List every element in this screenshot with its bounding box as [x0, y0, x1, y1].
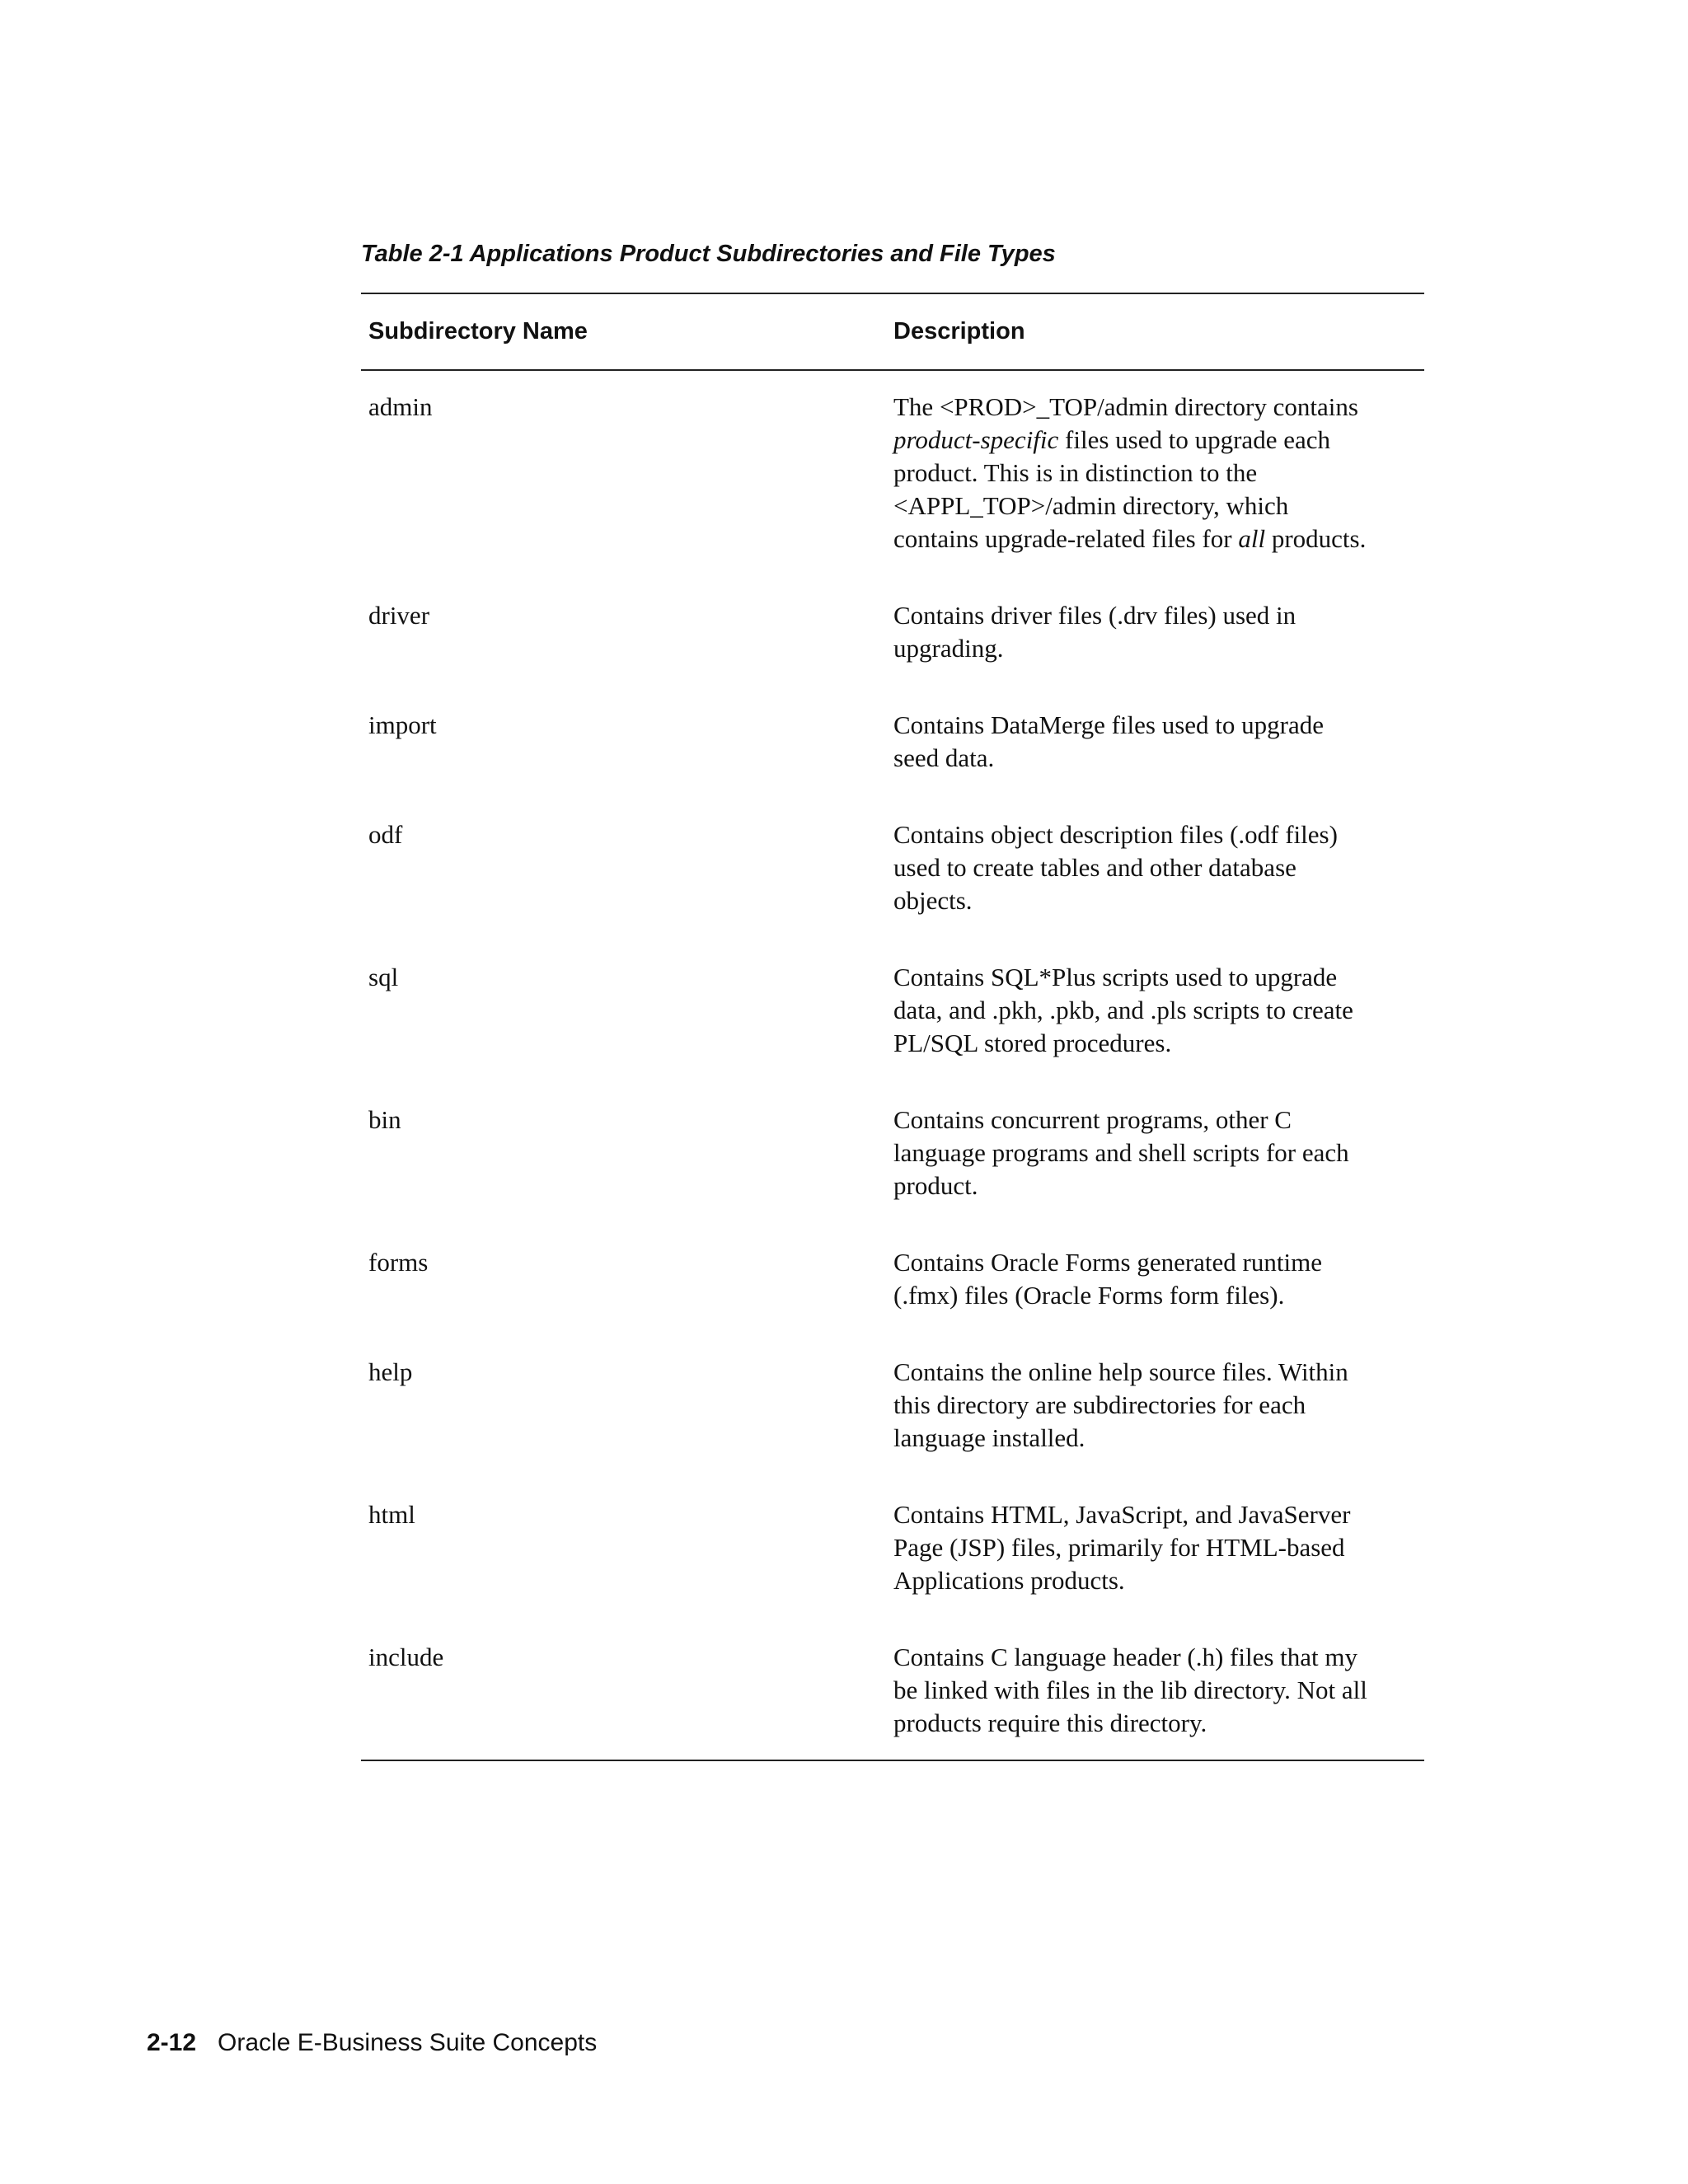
description-line: Contains Oracle Forms generated runtime — [893, 1248, 1322, 1277]
table-body — [361, 371, 1424, 1760]
description-cell — [893, 1356, 1424, 1455]
table-caption: Table 2-1 Applications Product Subdirectories and File Types — [361, 241, 1056, 267]
description-line: product. This is in distinction to the — [893, 458, 1258, 487]
description-line — [893, 424, 1416, 457]
description-cell — [893, 1641, 1424, 1740]
description-text: files used to upgrade each — [1058, 425, 1330, 454]
description-line: Contains concurrent programs, other C — [893, 1105, 1292, 1134]
description-cell — [893, 818, 1424, 917]
description-text: contains upgrade-related files for — [893, 524, 1239, 553]
description-line: used to create tables and other database — [893, 853, 1296, 882]
description-line: Contains DataMerge files used to upgrade — [893, 710, 1324, 739]
subdirectory-name-cell: help — [368, 1357, 413, 1386]
page-number: 2-12 — [147, 2029, 197, 2056]
table-row — [361, 709, 1424, 775]
description-line: Contains SQL*Plus scripts used to upgrade — [893, 963, 1338, 991]
description-line: language programs and shell scripts for each — [893, 1138, 1349, 1167]
description-line: Page (JSP) files, primarily for HTML-based — [893, 1533, 1345, 1562]
description-line: product. — [893, 1171, 978, 1200]
table-row — [361, 1104, 1424, 1202]
description-cell — [893, 1104, 1424, 1202]
table-row — [361, 599, 1424, 665]
header-description: Description — [893, 318, 1025, 344]
emphasis-text: all — [1238, 524, 1266, 553]
description-line: upgrading. — [893, 634, 1004, 663]
page-footer — [147, 2029, 597, 2057]
table-row — [361, 961, 1424, 1060]
description-line: Contains the online help source files. Within — [893, 1357, 1348, 1386]
description-cell — [893, 709, 1424, 775]
description-line: objects. — [893, 886, 973, 915]
table-header-row — [361, 294, 1424, 371]
table-row — [361, 1641, 1424, 1740]
description-line: The <PROD>_TOP/admin directory contains — [893, 392, 1358, 421]
description-line: language installed. — [893, 1423, 1085, 1452]
description-line: Contains driver files (.drv files) used in — [893, 601, 1296, 630]
subdirectory-name-cell: include — [368, 1643, 444, 1671]
description-line — [893, 523, 1416, 555]
description-text: products. — [1265, 524, 1367, 553]
subdirectory-name-cell: odf — [368, 820, 403, 849]
description-line: Applications products. — [893, 1566, 1125, 1595]
subdirectory-name-cell: admin — [368, 392, 433, 421]
table-row — [361, 1356, 1424, 1455]
subdirectories-table — [361, 293, 1424, 1761]
description-line: be linked with files in the lib directory. Not all — [893, 1675, 1367, 1704]
description-line: seed data. — [893, 743, 995, 772]
description-cell — [893, 961, 1424, 1060]
description-line: Contains object description files (.odf files) — [893, 820, 1338, 849]
table-row — [361, 818, 1424, 917]
emphasis-text: product-specific — [893, 425, 1059, 454]
table-row — [361, 1246, 1424, 1312]
description-line: Contains HTML, JavaScript, and JavaServer — [893, 1500, 1351, 1529]
description-line: this directory are subdirectories for each — [893, 1390, 1306, 1419]
table-row — [361, 391, 1424, 555]
subdirectory-name-cell: driver — [368, 601, 430, 630]
description-cell — [893, 391, 1424, 555]
description-line: data, and .pkh, .pkb, and .pls scripts to create — [893, 996, 1353, 1024]
description-line: Contains C language header (.h) files that my — [893, 1643, 1358, 1671]
table-row — [361, 1498, 1424, 1597]
description-line: <APPL_TOP>/admin directory, which — [893, 491, 1289, 520]
description-line: PL/SQL stored procedures. — [893, 1029, 1172, 1057]
subdirectory-name-cell: forms — [368, 1248, 429, 1277]
subdirectory-name-cell: html — [368, 1500, 415, 1529]
book-title: Oracle E-Business Suite Concepts — [218, 2029, 598, 2056]
description-cell — [893, 1498, 1424, 1597]
description-cell — [893, 1246, 1424, 1312]
subdirectory-name-cell: bin — [368, 1105, 401, 1134]
subdirectory-name-cell: sql — [368, 963, 399, 991]
header-subdirectory-name: Subdirectory Name — [368, 318, 588, 344]
description-cell — [893, 599, 1424, 665]
subdirectory-name-cell: import — [368, 710, 437, 739]
description-line: products require this directory. — [893, 1708, 1207, 1737]
description-line: (.fmx) files (Oracle Forms form files). — [893, 1281, 1285, 1310]
